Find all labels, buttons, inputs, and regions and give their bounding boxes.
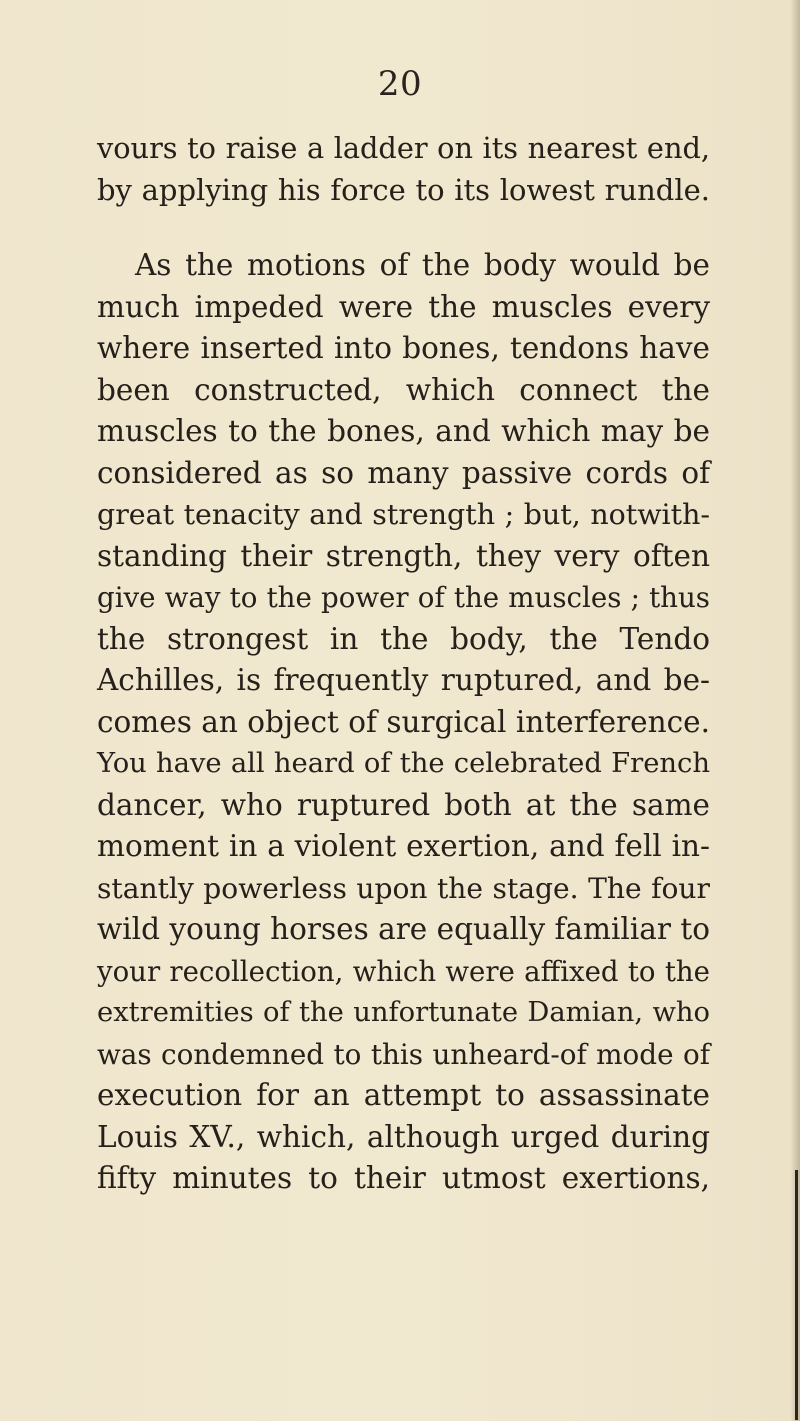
text-line: wild young horses are equally familiar to: [97, 912, 710, 946]
text-line: extremities of the unfortunate Damian, who: [97, 997, 710, 1028]
text-line: the strongest in the body, the Tendo: [97, 621, 710, 656]
page-number: 20: [377, 64, 423, 104]
text-line: moment in a violent exertion, and fell in-: [97, 829, 710, 863]
text-line: considered as so many passive cords of: [97, 455, 710, 490]
text-line: comes an object of surgical interference.: [97, 704, 710, 739]
text-line: fifty minutes to their utmost exertions,: [97, 1161, 710, 1195]
text-line: give way to the power of the muscles ; thus: [97, 581, 710, 614]
text-line: Achilles, is frequently ruptured, and be-: [97, 663, 710, 697]
text-line: was condemned to this unheard-of mode of: [97, 1037, 710, 1071]
paragraph-1: [97, 128, 710, 211]
text-line: As the motions of the body would be: [135, 248, 710, 282]
text-line: stantly powerless upon the stage. The four: [97, 871, 710, 905]
text-line: You have all heard of the celebrated French: [97, 748, 710, 779]
text-line: great tenacity and strength ; but, notwith-: [97, 498, 710, 531]
paragraph-gap: [97, 211, 710, 245]
text-line: Louis XV., which, although urged during: [97, 1119, 710, 1154]
text-line: where inserted into bones, tendons have: [97, 331, 710, 365]
text-line: been constructed, which connect the: [97, 372, 710, 407]
body-text: [97, 128, 710, 1200]
text-line: vours to raise a ladder on its nearest end,: [97, 131, 710, 165]
text-line: by applying his force to its lowest rundle.: [97, 172, 710, 207]
text-line: dancer, who ruptured both at the same: [97, 787, 710, 822]
text-line: your recollection, which were affixed to the: [97, 954, 710, 988]
text-line: standing their strength, they very often: [97, 538, 710, 573]
paragraph-2: [97, 245, 710, 1200]
text-line: muscles to the bones, and which may be: [97, 414, 710, 448]
text-line: much impeded were the muscles every: [97, 289, 710, 324]
page-edge-line: [795, 1170, 798, 1420]
text-line: execution for an attempt to assassinate: [97, 1078, 710, 1112]
